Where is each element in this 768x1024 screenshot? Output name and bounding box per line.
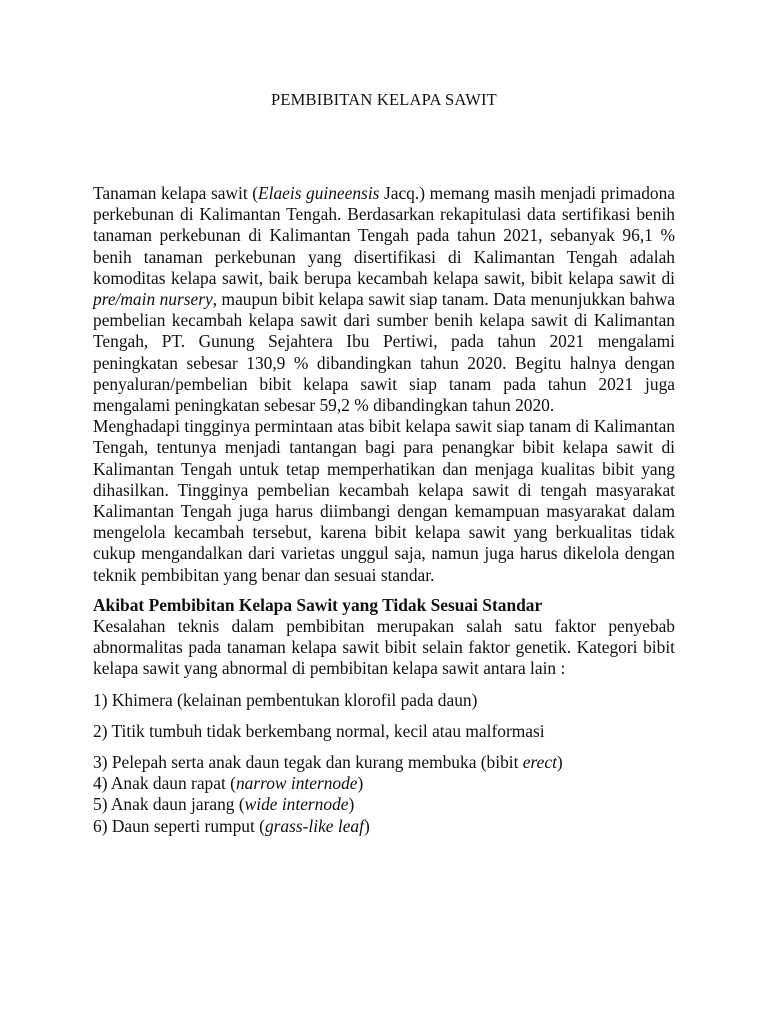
- challenge-paragraph: Menghadapi tingginya permintaan atas bibit kelapa sawit siap tanam di Kalimantan Tengah, tentunya menjadi tantangan bagi para penangkar bibit kelapa sawit di Kalimantan Tengah untuk tetap memperhatikan dan menjaga kualitas bibit yang dihasilkan. Tingginya pembelian kecambah kelapa sawit di tengah masyarakat Kalimantan Tengah juga harus diimbangi dengan kemampuan masyarakat dalam mengelola kecambah tersebut, karena bibit kelapa sawit yang berkualitas tidak cukup mengandalkan dari varietas unggul saja, namun juga harus dikelola dengan teknik pembibitan yang benar dan sesuai standar.: [93, 416, 675, 585]
- document-body: [93, 183, 675, 837]
- section-heading: Akibat Pembibitan Kelapa Sawit yang Tidak Sesuai Standar: [93, 594, 543, 615]
- list-item: 1) Khimera (kelainan pembentukan klorofil pada daun): [93, 689, 478, 710]
- list-item: [93, 752, 675, 773]
- section-paragraph: Kesalahan teknis dalam pembibitan merupakan salah satu faktor penyebab abnormalitas pada tanaman kelapa sawit bibit selain faktor genetik. Kategori bibit kelapa sawit yang abnormal di pembibitan kelapa sawit antara lain :: [93, 616, 675, 679]
- document-title: PEMBIBITAN KELAPA SAWIT: [271, 90, 497, 109]
- list-item-text: ): [357, 773, 364, 794]
- list-item-term: erect: [522, 752, 557, 773]
- intro-text-a: Tanaman kelapa sawit (: [93, 183, 258, 203]
- list-item-text: ): [363, 815, 370, 836]
- intro-text-e: , maupun bibit kelapa sawit siap tanam. Data menunjukkan bahwa pembelian kecambah kelapa sawit dari sumber benih kelapa sawit di Kalimantan Tengah, PT. Gunung Sejahtera Ibu Pertiwi, pada tahun 2021 mengalami peningkatan sebesar 130,9 % dibandingkan tahun 2020. Begitu halnya dengan penyaluran/pembelian bibit kelapa sawit siap tanam pada tahun 2021 juga mengalami peningkatan sebesar 59,2 % dibandingkan tahun 2020.: [93, 289, 675, 416]
- list-item-term: grass-like leaf: [264, 815, 364, 836]
- intro-text-c: Jacq.) memang masih menjadi primadona perkebunan di Kalimantan Tengah. Berdasarkan rekapitulasi data sertifikasi benih tanaman perkebunan di Kalimantan Tengah pada tahun 2021, sebanyak 96,1 % benih tanaman perkebunan yang disertifikasi di Kalimantan Tengah adalah komoditas kelapa sawit, baik berupa kecambah kelapa sawit, bibit kelapa sawit di: [93, 183, 676, 288]
- list-item: [93, 794, 675, 815]
- intro-paragraph: [93, 183, 675, 416]
- list-item: [93, 816, 675, 837]
- list-item-text: 4) Anak daun rapat (: [93, 773, 236, 794]
- list-item-term: wide internode: [244, 794, 349, 815]
- list-item-text: 5) Anak daun jarang (: [93, 794, 245, 815]
- list-item-term: narrow internode: [235, 773, 358, 794]
- species-name: Elaeis guineensis: [258, 183, 380, 203]
- list-item-text: 6) Daun seperti rumput (: [93, 815, 265, 836]
- list-item: 2) Titik tumbuh tidak berkembang normal, kecil atau malformasi: [93, 720, 545, 741]
- list-item-text: 3) Pelepah serta anak daun tegak dan kurang membuka (bibit: [93, 752, 523, 773]
- abnormal-seedling-list: [93, 690, 675, 837]
- nursery-term: pre/main nursery: [93, 289, 213, 310]
- list-item-text: ): [556, 752, 563, 773]
- list-item-text: ): [348, 794, 355, 815]
- list-item: [93, 773, 675, 794]
